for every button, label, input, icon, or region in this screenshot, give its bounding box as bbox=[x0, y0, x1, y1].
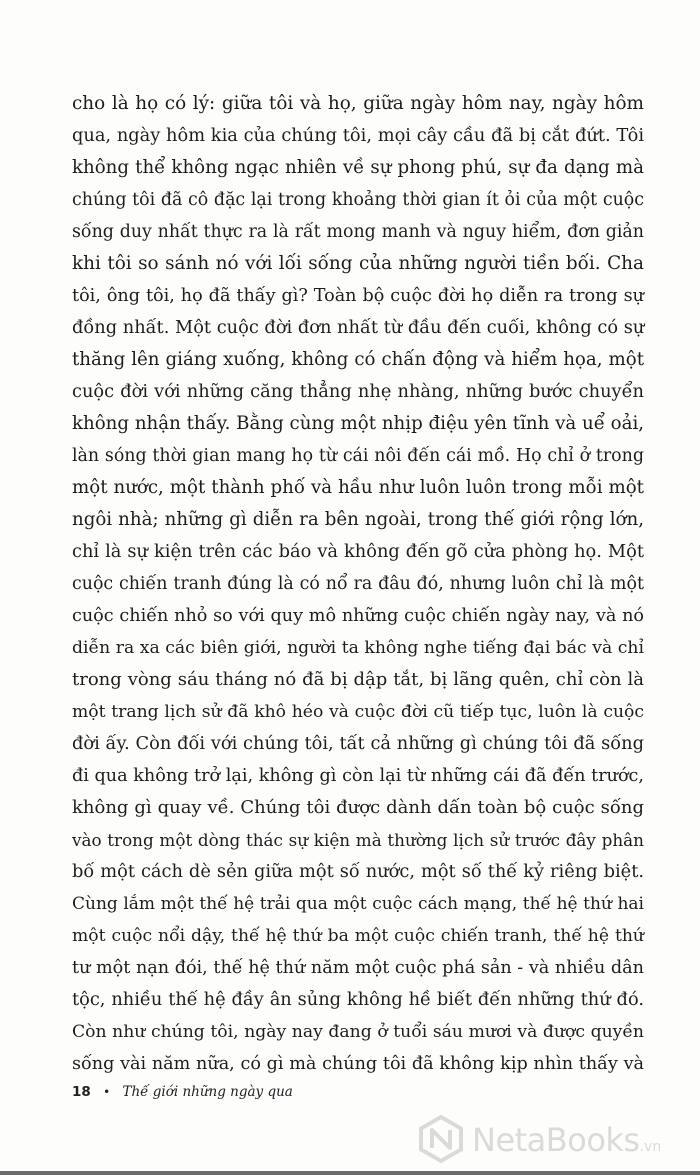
page-bottom-edge bbox=[0, 1171, 700, 1175]
page-number: 18 bbox=[72, 1084, 91, 1100]
text-line: bố một cách dè sẻn giữa một số nước, một số thế kỷ riêng biệt. bbox=[72, 861, 644, 882]
footer-separator: • bbox=[103, 1085, 111, 1099]
text-line: cho là họ có lý: giữa tôi và họ, giữa ngày hôm nay, ngày hôm bbox=[72, 93, 644, 114]
text-line: chỉ là sự kiện trên các báo và không đến gõ cửa phòng họ. Một bbox=[72, 541, 644, 562]
text-line: cuộc chiến tranh đúng là có nổ ra đâu đó, nhưng luôn chỉ là một bbox=[72, 574, 644, 594]
text-line: vào trong một dòng thác sự kiện mà thường lịch sử trước đây phân bbox=[72, 830, 644, 850]
text-line: qua, ngày hôm kia của chúng tôi, mọi cây cầu đã bị cắt đứt. Tôi bbox=[72, 125, 644, 146]
text-line: không nhận thấy. Bằng cùng một nhịp điệu yên tĩnh và uể oải, bbox=[72, 413, 645, 434]
text-line: sống duy nhất thực ra là rất mong manh và nguy hiểm, đơn giản bbox=[72, 222, 644, 242]
text-line: không thể không ngạc nhiên về sự phong phú, sự đa dạng mà bbox=[72, 157, 644, 178]
text-line: làn sóng thời gian mang họ từ cái nôi đến cái mồ. Họ chỉ ở trong bbox=[72, 446, 644, 466]
watermark-suffix: .vn bbox=[639, 1139, 662, 1155]
text-line: tôi, ông tôi, họ đã thấy gì? Toàn bộ cuộc đời họ diễn ra trong sự bbox=[72, 286, 644, 306]
watermark bbox=[416, 1110, 696, 1170]
text-line: một cuộc nổi dậy, thế hệ thứ ba một cuộc chiến tranh, thế hệ thứ bbox=[72, 926, 644, 946]
text-line: ngôi nhà; những gì diễn ra bên ngoài, trong thế giới rộng lớn, bbox=[72, 509, 644, 530]
text-line: cuộc đời với những căng thẳng nhẹ nhàng, những bước chuyển bbox=[72, 381, 644, 402]
text-line: diễn ra xa các biên giới, người ta không nghe tiếng đại bác và chỉ bbox=[72, 638, 644, 658]
watermark-text bbox=[472, 1120, 661, 1167]
text-line: khi tôi so sánh nó với lối sống của những người tiền bối. Cha bbox=[72, 253, 644, 274]
text-line: đồng nhất. Một cuộc đời đơn nhất từ đầu đến cuối, không có sự bbox=[72, 317, 645, 338]
text-line: sống vài năm nữa, có gì mà chúng tôi đã không kịp nhìn thấy và bbox=[72, 1054, 644, 1074]
text-line: một nước, một thành phố và hầu như luôn luôn trong mỗi một bbox=[72, 477, 644, 498]
body-paragraph bbox=[72, 88, 644, 1080]
page-footer bbox=[72, 1080, 293, 1104]
text-line: một trang lịch sử đã khô héo và cuộc đời cũ tiếp tục, luôn là cuộc bbox=[72, 702, 644, 722]
running-title: Thế giới những ngày qua bbox=[122, 1084, 293, 1100]
watermark-brand: NetaBooks bbox=[472, 1121, 640, 1159]
text-line: Còn như chúng tôi, ngày nay đang ở tuổi sáu mươi và được quyền bbox=[72, 1022, 644, 1042]
text-line: đời ấy. Còn đối với chúng tôi, tất cả những gì chúng tôi đã sống bbox=[72, 733, 644, 754]
text-line: Cùng lắm một thế hệ trải qua một cuộc cách mạng, thế hệ thứ hai bbox=[72, 894, 644, 914]
text-line: đi qua không trở lại, không gì còn lại từ những cái đã đến trước, bbox=[72, 766, 644, 786]
text-line: chúng tôi đã cô đặc lại trong khoảng thời gian ít ỏi của một cuộc bbox=[72, 190, 644, 210]
neta-hexagon-logo-icon bbox=[416, 1114, 466, 1164]
text-line: thăng lên giáng xuống, không có chấn động và hiểm họa, một bbox=[72, 349, 644, 370]
text-line: không gì quay về. Chúng tôi được dành dấn toàn bộ cuộc sống bbox=[72, 797, 644, 818]
text-line: tộc, nhiều thế hệ đầy ân sủng không hề biết đến những thứ đó. bbox=[72, 989, 644, 1010]
text-line: tư một nạn đói, thế hệ thứ năm một cuộc phá sản - và nhiều dân bbox=[72, 958, 644, 978]
text-line: cuộc chiến nhỏ so với quy mô những cuộc chiến ngày nay, và nó bbox=[72, 606, 644, 626]
text-line: trong vòng sáu tháng nó đã bị dập tắt, bị lãng quên, chỉ còn là bbox=[72, 669, 644, 690]
